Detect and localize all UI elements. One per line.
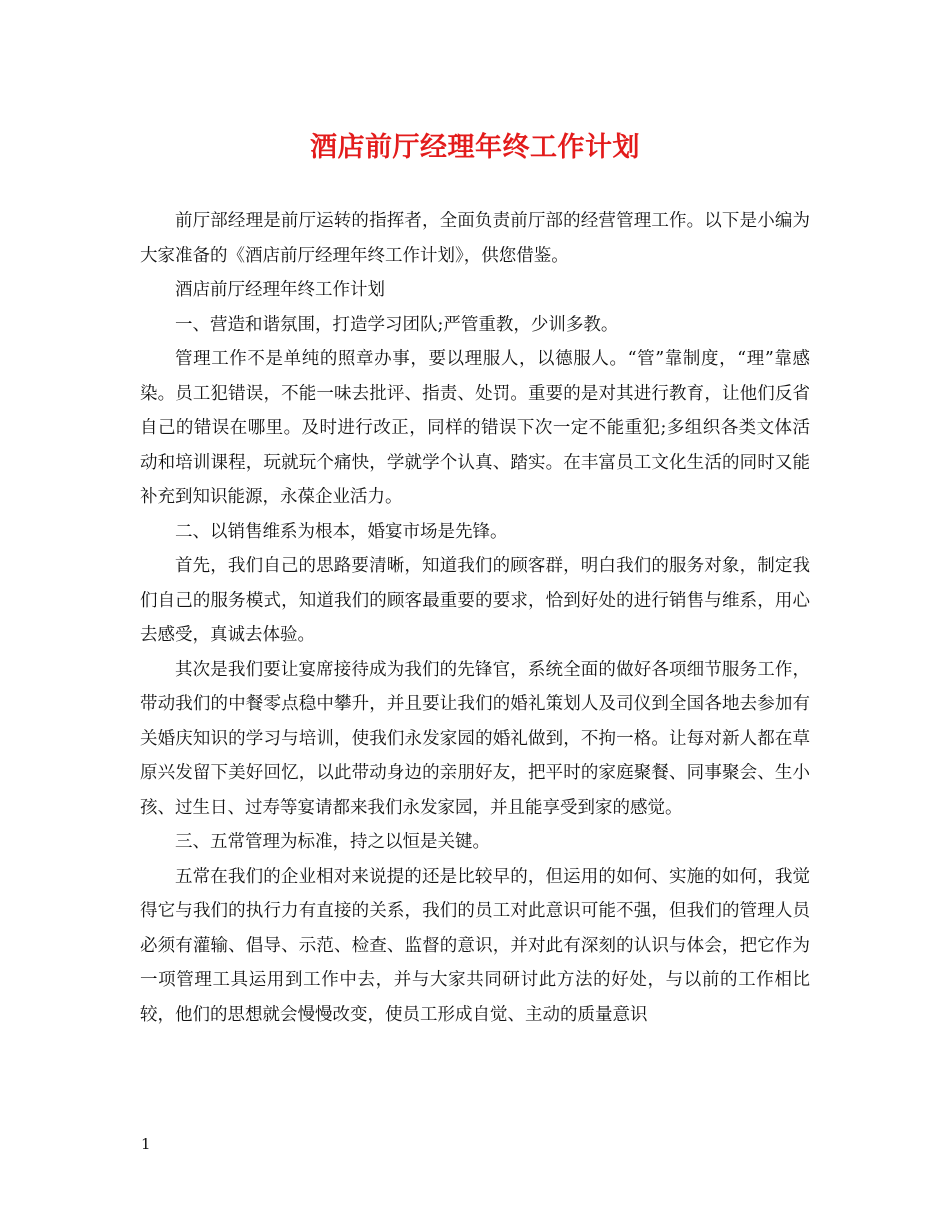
page-number: 1	[141, 1135, 151, 1153]
intro-paragraph: 前厅部经理是前厅运转的指挥者，全面负责前厅部的经营管理工作。以下是小编为大家准备的《酒店前厅经理年终工作计划》，供您借鉴。	[140, 211, 810, 266]
section-heading-1: 一、营造和谐氛围，打造学习团队;严管重教，少训多教。	[175, 314, 619, 335]
section-3-paragraph: 五常在我们的企业相对来说提的还是比较早的，但运用的如何、实施的如何，我觉得它与我们的执行力有直接的关系，我们的员工对此意识可能不强，但我们的管理人员必须有灌输、倡导、示范、检查、监督的意识，并对此有深刻的认识与体会，把它作为一项管理工具运用到工作中去，并与大家共同研讨此方法的好处，与以前的工作相比较，他们的思想就会慢慢改变，使员工形成自觉、主动的质量意识	[140, 866, 810, 1025]
subtitle-paragraph: 酒店前厅经理年终工作计划	[175, 280, 385, 300]
document-body	[140, 204, 810, 1032]
section-2-paragraph-2: 其次是我们要让宴席接待成为我们的先锋官，系统全面的做好各项细节服务工作，带动我们的中餐零点稳中攀升，并且要让我们的婚礼策划人及司仪到全国各地去参加有关婚庆知识的学习与培训，使我们永发家园的婚礼做到，不拘一格。让每对新人都在草原兴发留下美好回忆，以此带动身边的亲朋好友，把平时的家庭聚餐、同事聚会、生小孩、过生日、过寿等宴请都来我们永发家园，并且能享受到家的感觉。	[140, 659, 810, 818]
section-1-paragraph: 管理工作不是单纯的照章办事，要以理服人，以德服人。“管”靠制度，“理”靠感染。员工犯错误，不能一味去批评、指责、处罚。重要的是对其进行教育，让他们反省自己的错误在哪里。及时进行改正，同样的错误下次一定不能重犯;多组织各类文体活动和培训课程，玩就玩个痛快，学就学个认真、踏实。在丰富员工文化生活的同时又能补充到知识能源，永葆企业活力。	[140, 349, 810, 507]
section-2-paragraph-1: 首先，我们自己的思路要清晰，知道我们的顾客群，明白我们的服务对象，制定我们自己的服务模式，知道我们的顾客最重要的要求，恰到好处的进行销售与维系，用心去感受，真诚去体验。	[140, 556, 810, 645]
section-heading-2: 二、以销售维系为根本，婚宴市场是先锋。	[175, 521, 508, 542]
document-title: 酒店前厅经理年终工作计划	[310, 132, 640, 163]
section-heading-3: 三、五常管理为标准，持之以恒是关键。	[175, 832, 490, 852]
